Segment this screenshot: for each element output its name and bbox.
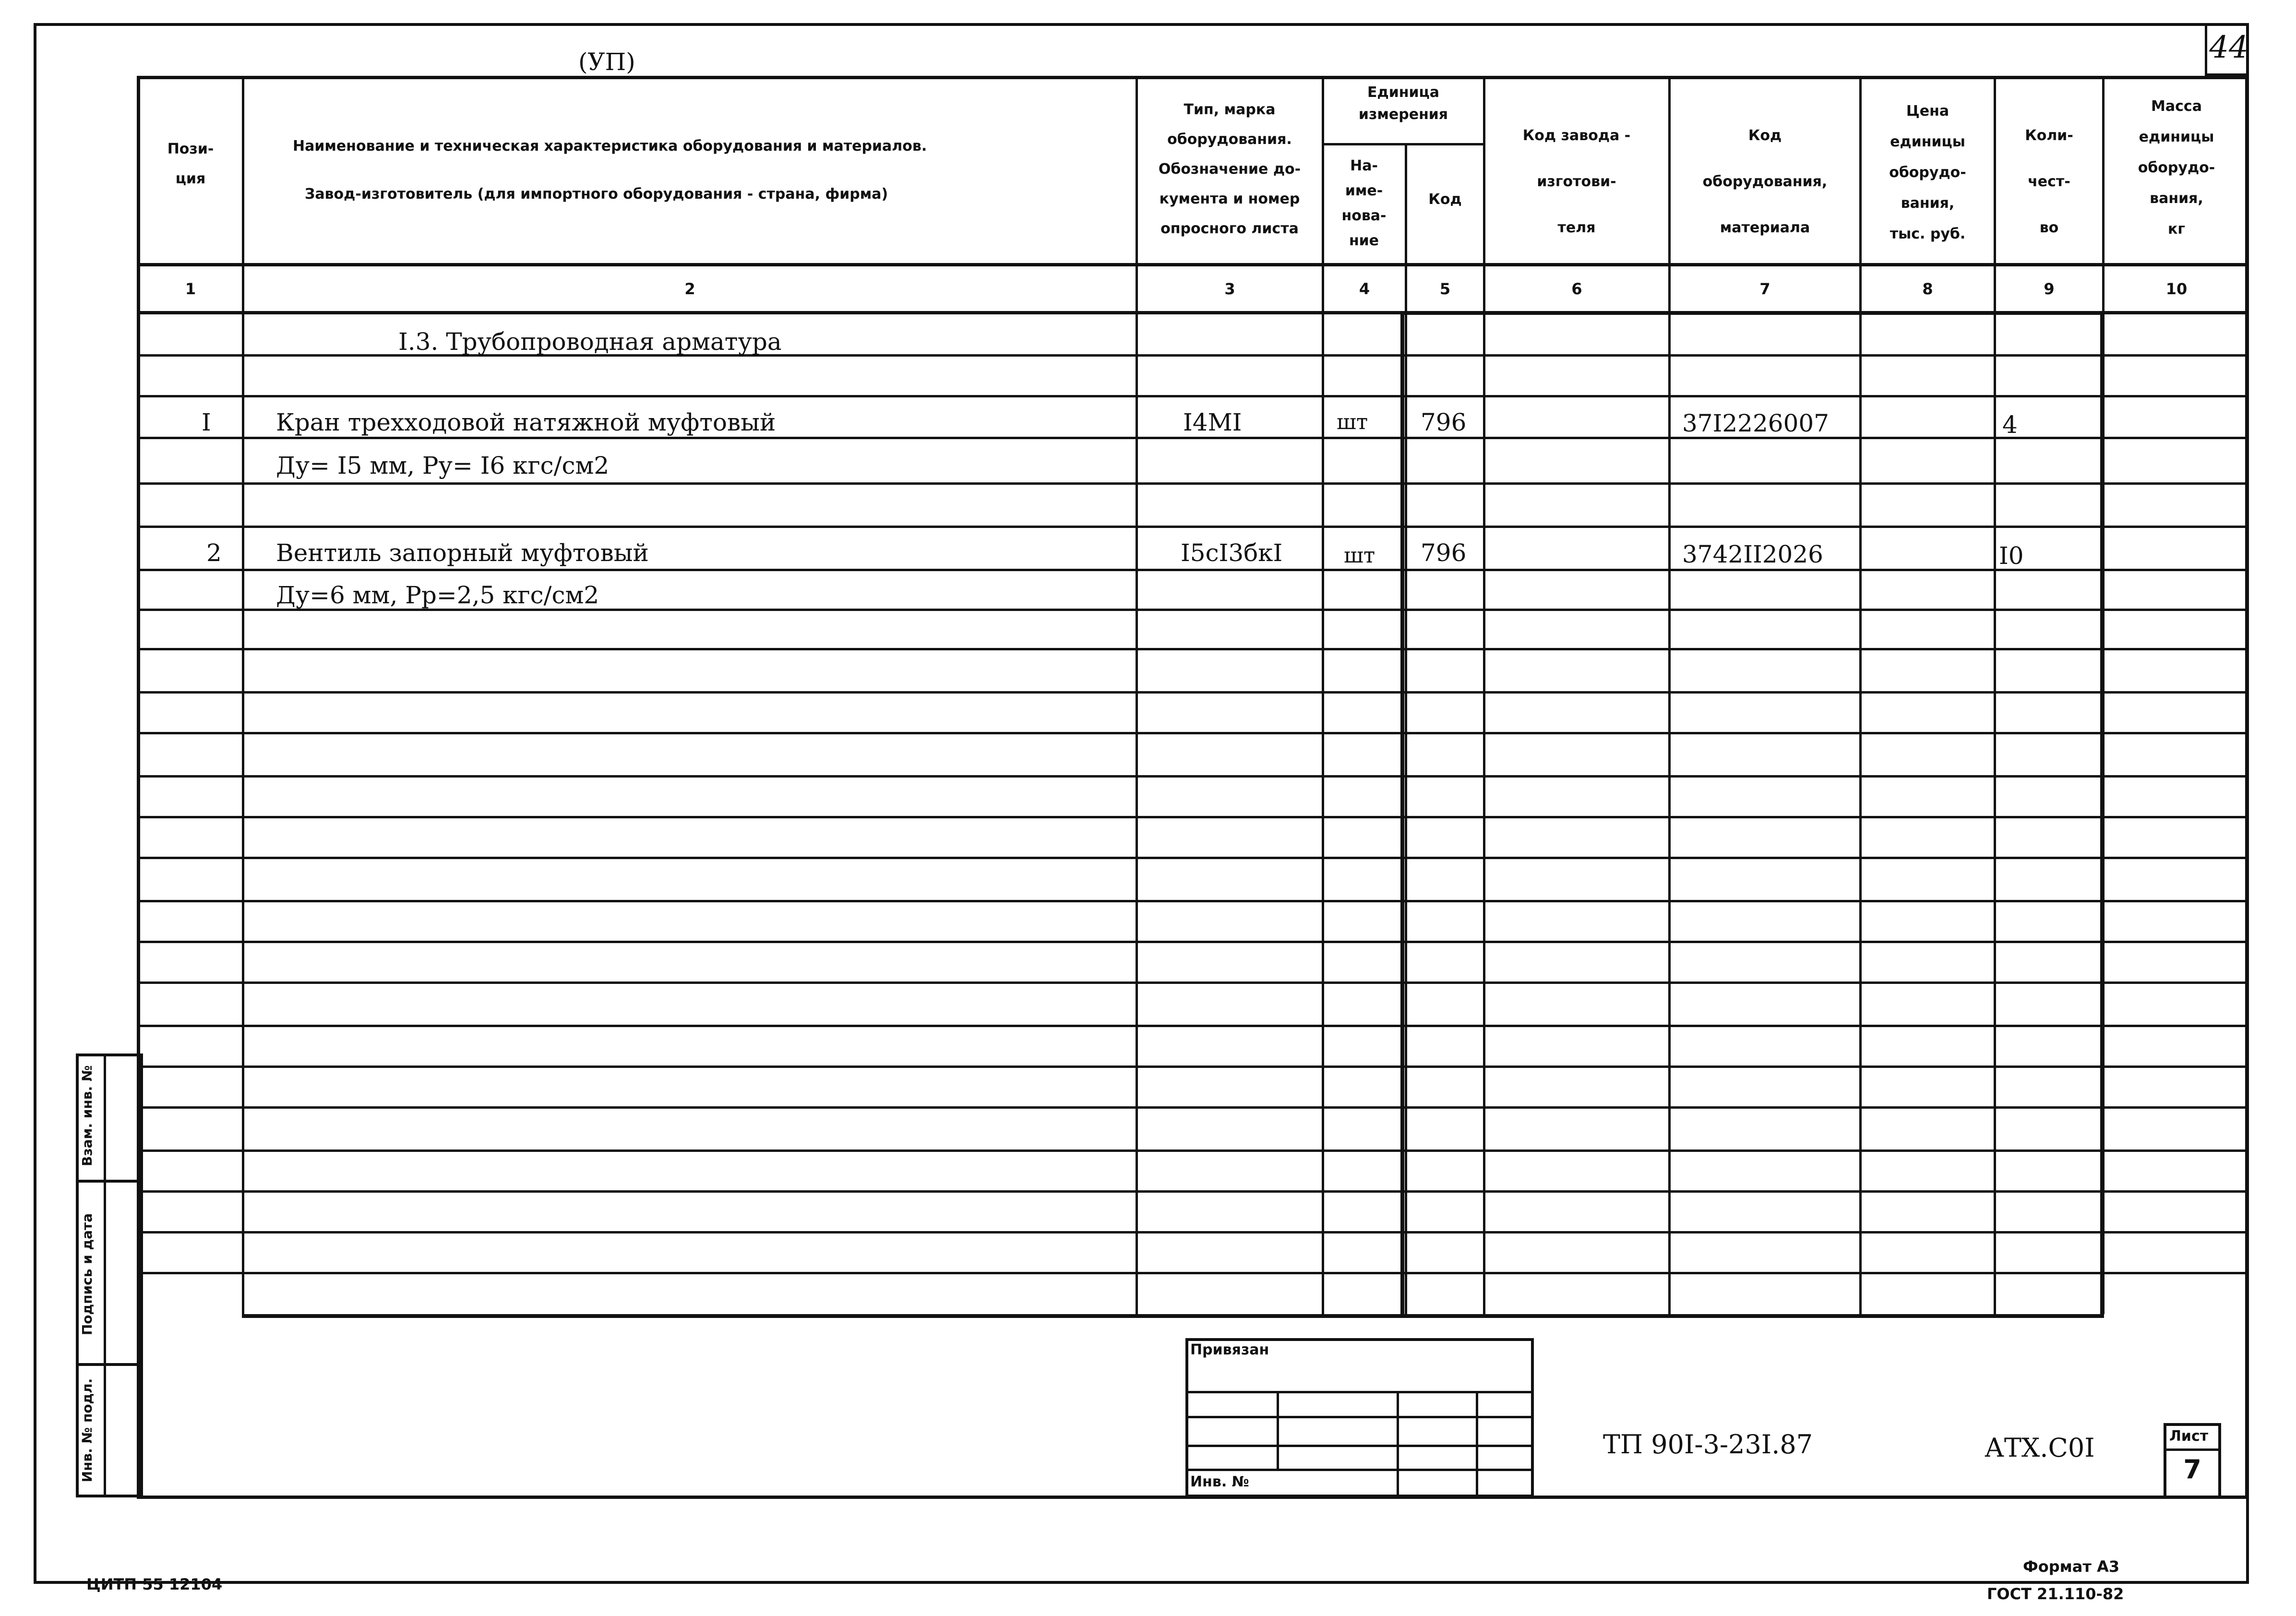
header-col5: Код	[1428, 191, 1462, 208]
row-line	[137, 691, 2248, 694]
row1-quantity: 4	[2002, 411, 2018, 439]
column-number: 5	[1439, 280, 1451, 298]
format-label: Формат А3	[2023, 1557, 2120, 1576]
stamp-line	[1185, 1416, 1534, 1418]
stamp-line	[1185, 1469, 1534, 1471]
header-col3: Тип, марка оборудования. Обозначение до- кумента и номер опросного листа	[1158, 101, 1301, 237]
stamp-line	[1185, 1445, 1534, 1447]
row-line	[137, 1231, 2248, 1233]
header-col6: Код завода - изготови- теля	[1522, 127, 1631, 236]
row-line	[137, 900, 2248, 902]
doc-mark: АТХ.С0I	[1985, 1433, 2095, 1463]
form-code: (УП)	[578, 48, 635, 76]
sheet-label: Лист	[2169, 1428, 2209, 1445]
thick-border	[1400, 311, 1404, 1314]
row-line	[137, 816, 2248, 818]
row-line	[137, 1025, 2248, 1027]
header-unit-group: Единица измерения	[1358, 84, 1448, 123]
row-line	[137, 941, 2248, 943]
row2-name-line1: Вентиль запорный муфтовый	[276, 539, 649, 567]
row2-name-line2: Ду=6 мм, Рр=2,5 кгс/см2	[276, 581, 599, 609]
thick-border	[242, 1314, 2104, 1318]
bottom-left-code: ЦИТП 55 12104	[86, 1575, 223, 1593]
gost-label: ГОСТ 21.110-82	[1987, 1585, 2124, 1603]
row-line	[137, 395, 2248, 397]
side-strip-line	[76, 1180, 143, 1183]
stamp-col	[1397, 1391, 1399, 1497]
row1-name-line2: Ду= I5 мм, Ру= I6 кгс/см2	[276, 452, 610, 479]
col-sep	[1322, 77, 1324, 1314]
column-number: 10	[2165, 280, 2188, 298]
header-col10: Масса единицы оборудо- вания, кг	[2138, 98, 2215, 238]
row1-type: I4МI	[1183, 408, 1242, 436]
col-sep	[1994, 77, 1996, 1314]
header-col4: На- име- нова- ние	[1341, 157, 1387, 249]
header-col8: Цена единицы оборудо- вания, тыс. руб.	[1889, 103, 1966, 242]
label-podpis-data: Подпись и дата	[79, 1213, 95, 1336]
row2-position: 2	[206, 539, 222, 567]
row-line	[137, 1190, 2248, 1193]
row1-unit-code: 796	[1421, 408, 1467, 436]
thick-border	[2100, 311, 2104, 1318]
col-sep	[1405, 144, 1407, 1314]
column-number: 6	[1571, 280, 1582, 298]
row1-name-line1: Кран трехходовой натяжной муфтовый	[276, 408, 776, 436]
column-number: 7	[1759, 280, 1770, 298]
column-number: 3	[1224, 280, 1235, 298]
stamp-col	[1476, 1391, 1478, 1497]
row-line	[137, 1272, 2248, 1274]
row2-equipment-code: 3742II2026	[1682, 540, 1823, 568]
row-line	[137, 1106, 2248, 1109]
label-inv-podl: Инв. № подл.	[79, 1378, 95, 1483]
section-title: I.3. Трубопроводная арматура	[398, 328, 782, 356]
row-line	[137, 857, 2248, 859]
header-col1: Пози- ция	[167, 141, 214, 187]
col-sep	[1483, 77, 1485, 1314]
doc-code: ТП 90I-3-23I.87	[1603, 1429, 1813, 1460]
col-sep	[1136, 77, 1138, 1314]
row-line	[137, 526, 2248, 528]
row-line	[137, 732, 2248, 734]
row-line	[137, 982, 2248, 984]
column-number: 8	[1922, 280, 1933, 298]
row-line	[137, 775, 2248, 778]
privyazan-label: Привязан	[1190, 1341, 1269, 1358]
row1-unit: шт	[1337, 410, 1368, 434]
row-line	[137, 1149, 2248, 1152]
unit-group-line	[1322, 143, 1484, 145]
row1-equipment-code: 37I2226007	[1682, 409, 1830, 437]
column-number: 4	[1359, 280, 1370, 298]
header-col7: Код оборудования, материала	[1702, 127, 1828, 236]
header-col2: Наименование и техническая характеристика оборудования и материалов. Завод-изготовитель (для импортного оборудования - страна, фирма)	[293, 138, 927, 203]
inv-no-label: Инв. №	[1190, 1473, 1249, 1490]
sheet-number: 7	[2183, 1454, 2201, 1484]
col-sep	[1859, 77, 1862, 1314]
label-vzam-inv: Взам. инв. №	[79, 1065, 95, 1166]
row2-unit-code: 796	[1421, 539, 1467, 567]
row-line	[137, 648, 2248, 650]
col-sep	[1668, 77, 1671, 1314]
column-number: 1	[185, 280, 196, 298]
sheet-box-divider	[2164, 1448, 2221, 1451]
stamp-line	[1185, 1391, 1534, 1393]
col-sep	[242, 77, 244, 1314]
side-strip-divider	[104, 1053, 106, 1497]
side-strip-line	[76, 1363, 143, 1366]
row2-type: I5сI3бкI	[1181, 539, 1283, 567]
column-number: 2	[684, 280, 695, 298]
row2-unit: шт	[1344, 543, 1375, 568]
page-number: 44	[2209, 30, 2248, 65]
row-line	[137, 1065, 2248, 1068]
header-col9: Коли- чест- во	[2025, 127, 2073, 236]
row1-position: I	[202, 408, 211, 436]
column-number: 9	[2044, 280, 2055, 298]
stamp-col	[1277, 1391, 1279, 1469]
row2-quantity: I0	[1999, 542, 2024, 570]
